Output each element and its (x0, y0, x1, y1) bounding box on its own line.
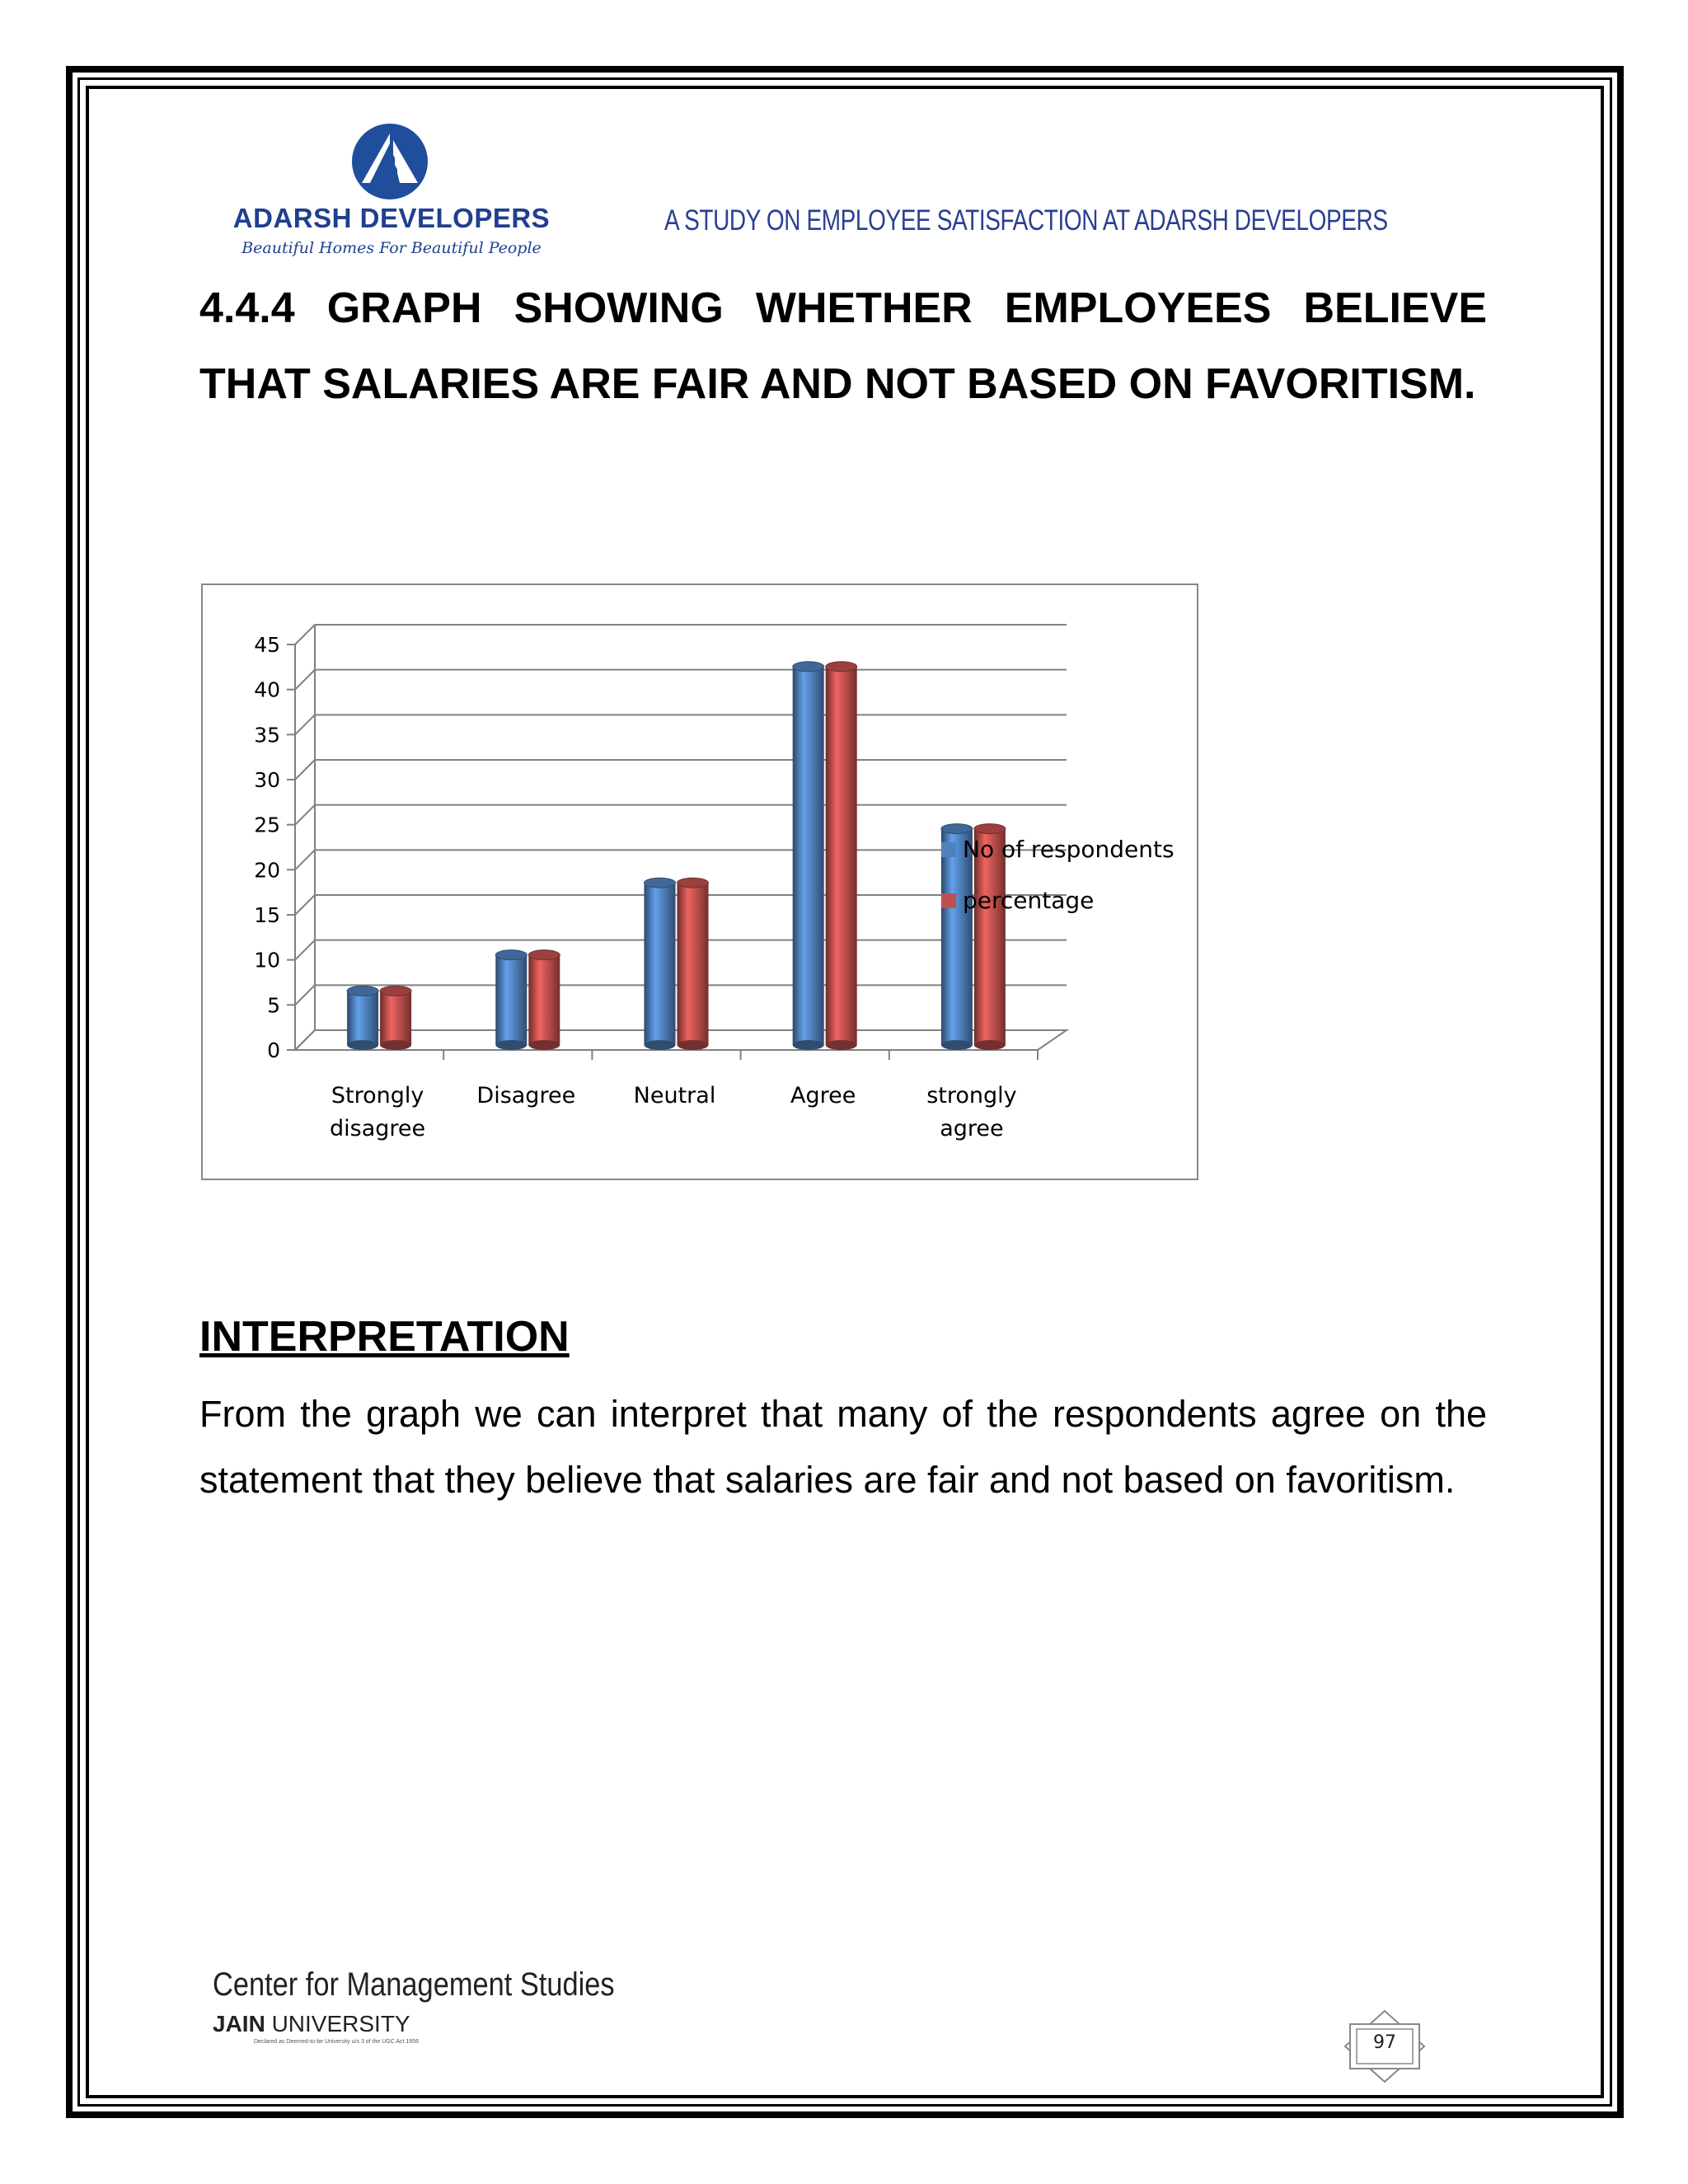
bar-base (974, 1040, 1006, 1050)
legend-label: No of respondents (963, 836, 1175, 863)
bar-base (793, 1040, 824, 1050)
bar-respondents (347, 991, 378, 1045)
y-tick-label: 10 (254, 948, 280, 972)
gridline-side (295, 805, 315, 825)
gridline-side (295, 625, 315, 644)
bar-percentage (678, 883, 709, 1045)
y-tick-label: 30 (254, 768, 280, 792)
y-tick-label: 15 (254, 903, 280, 927)
bar-base (678, 1040, 709, 1050)
bar-cap (380, 986, 411, 996)
bar-cap (645, 878, 676, 888)
logo-emblem-icon (350, 122, 429, 201)
bar-chart (201, 583, 1198, 1180)
footer-university (213, 2011, 410, 2037)
interpretation-text: From the graph we can interpret that many of the respondents agree on the statement that they believe that salaries are fair and not based on favoritism. (199, 1393, 1487, 1501)
bar-base (826, 1040, 857, 1050)
y-tick-label: 5 (267, 993, 280, 1018)
bar-cap (793, 662, 824, 672)
x-category-label: strongly (926, 1083, 1017, 1108)
study-title: A STUDY ON EMPLOYEE SATISFACTION AT ADARSH DEVELOPERS (664, 204, 1388, 237)
bar-respondents (645, 883, 676, 1045)
company-tagline: Beautiful Homes For Beautiful People (241, 239, 542, 257)
legend-swatch (941, 893, 956, 908)
bar-respondents (793, 667, 824, 1045)
page-number-badge (1342, 2009, 1428, 2083)
bar-percentage (826, 667, 857, 1045)
x-category-label: Disagree (476, 1083, 576, 1108)
gridline-side (295, 670, 315, 690)
bar-base (347, 1040, 378, 1050)
section-heading: 4.4.4 GRAPH SHOWING WHETHER EMPLOYEES BELIEVE THAT SALARIES ARE FAIR AND NOT BASED ON FAVORITISM. (199, 284, 1487, 408)
bar-base (645, 1040, 676, 1050)
bar-percentage (528, 955, 560, 1045)
footer-university-rest: UNIVERSITY (265, 2011, 410, 2036)
footer-university-bold: JAIN (213, 2011, 265, 2036)
bar-base (495, 1040, 527, 1050)
company-name: ADARSH DEVELOPERS (232, 203, 551, 233)
x-category-label: Strongly (331, 1083, 424, 1108)
legend-swatch (941, 842, 956, 857)
x-category-label: Neutral (633, 1083, 716, 1108)
interpretation-title: INTERPRETATION (199, 1313, 570, 1361)
bar-cap (347, 986, 378, 996)
bar-cap (678, 878, 709, 888)
bar-base (941, 1040, 973, 1050)
bar-cap (826, 662, 857, 672)
y-tick-label: 20 (254, 858, 280, 883)
footer-small-print: Declared as Deemed-to-be University u/s 3 of the UGC Act 1956 (254, 2039, 419, 2045)
gridline-side (295, 895, 315, 915)
legend-label: percentage (963, 887, 1095, 914)
x-category-label: disagree (330, 1116, 426, 1141)
bar-cap (974, 824, 1006, 834)
page-number: 97 (1373, 2032, 1396, 2053)
bar-respondents (495, 955, 527, 1045)
bar-cap (941, 824, 973, 834)
bar-base (528, 1040, 560, 1050)
footer-center-name: Center for Management Studies (213, 1966, 615, 2003)
bar-chart-svg (203, 585, 1197, 1179)
y-tick-label: 25 (254, 813, 280, 837)
y-tick-label: 40 (254, 677, 280, 702)
company-logo (223, 122, 560, 270)
y-tick-label: 45 (254, 633, 280, 657)
bar-percentage (380, 991, 411, 1045)
gridline-side (295, 985, 315, 1005)
bar-base (380, 1040, 411, 1050)
gridline-side (295, 715, 315, 734)
bar-cap (495, 950, 527, 960)
bar-cap (528, 950, 560, 960)
gridline-side (295, 940, 315, 960)
x-category-label: agree (940, 1116, 1004, 1141)
x-category-label: Agree (790, 1083, 856, 1108)
y-tick-label: 0 (267, 1038, 280, 1062)
y-tick-label: 35 (254, 723, 280, 748)
gridline-side (295, 760, 315, 780)
gridline-side (295, 850, 315, 869)
